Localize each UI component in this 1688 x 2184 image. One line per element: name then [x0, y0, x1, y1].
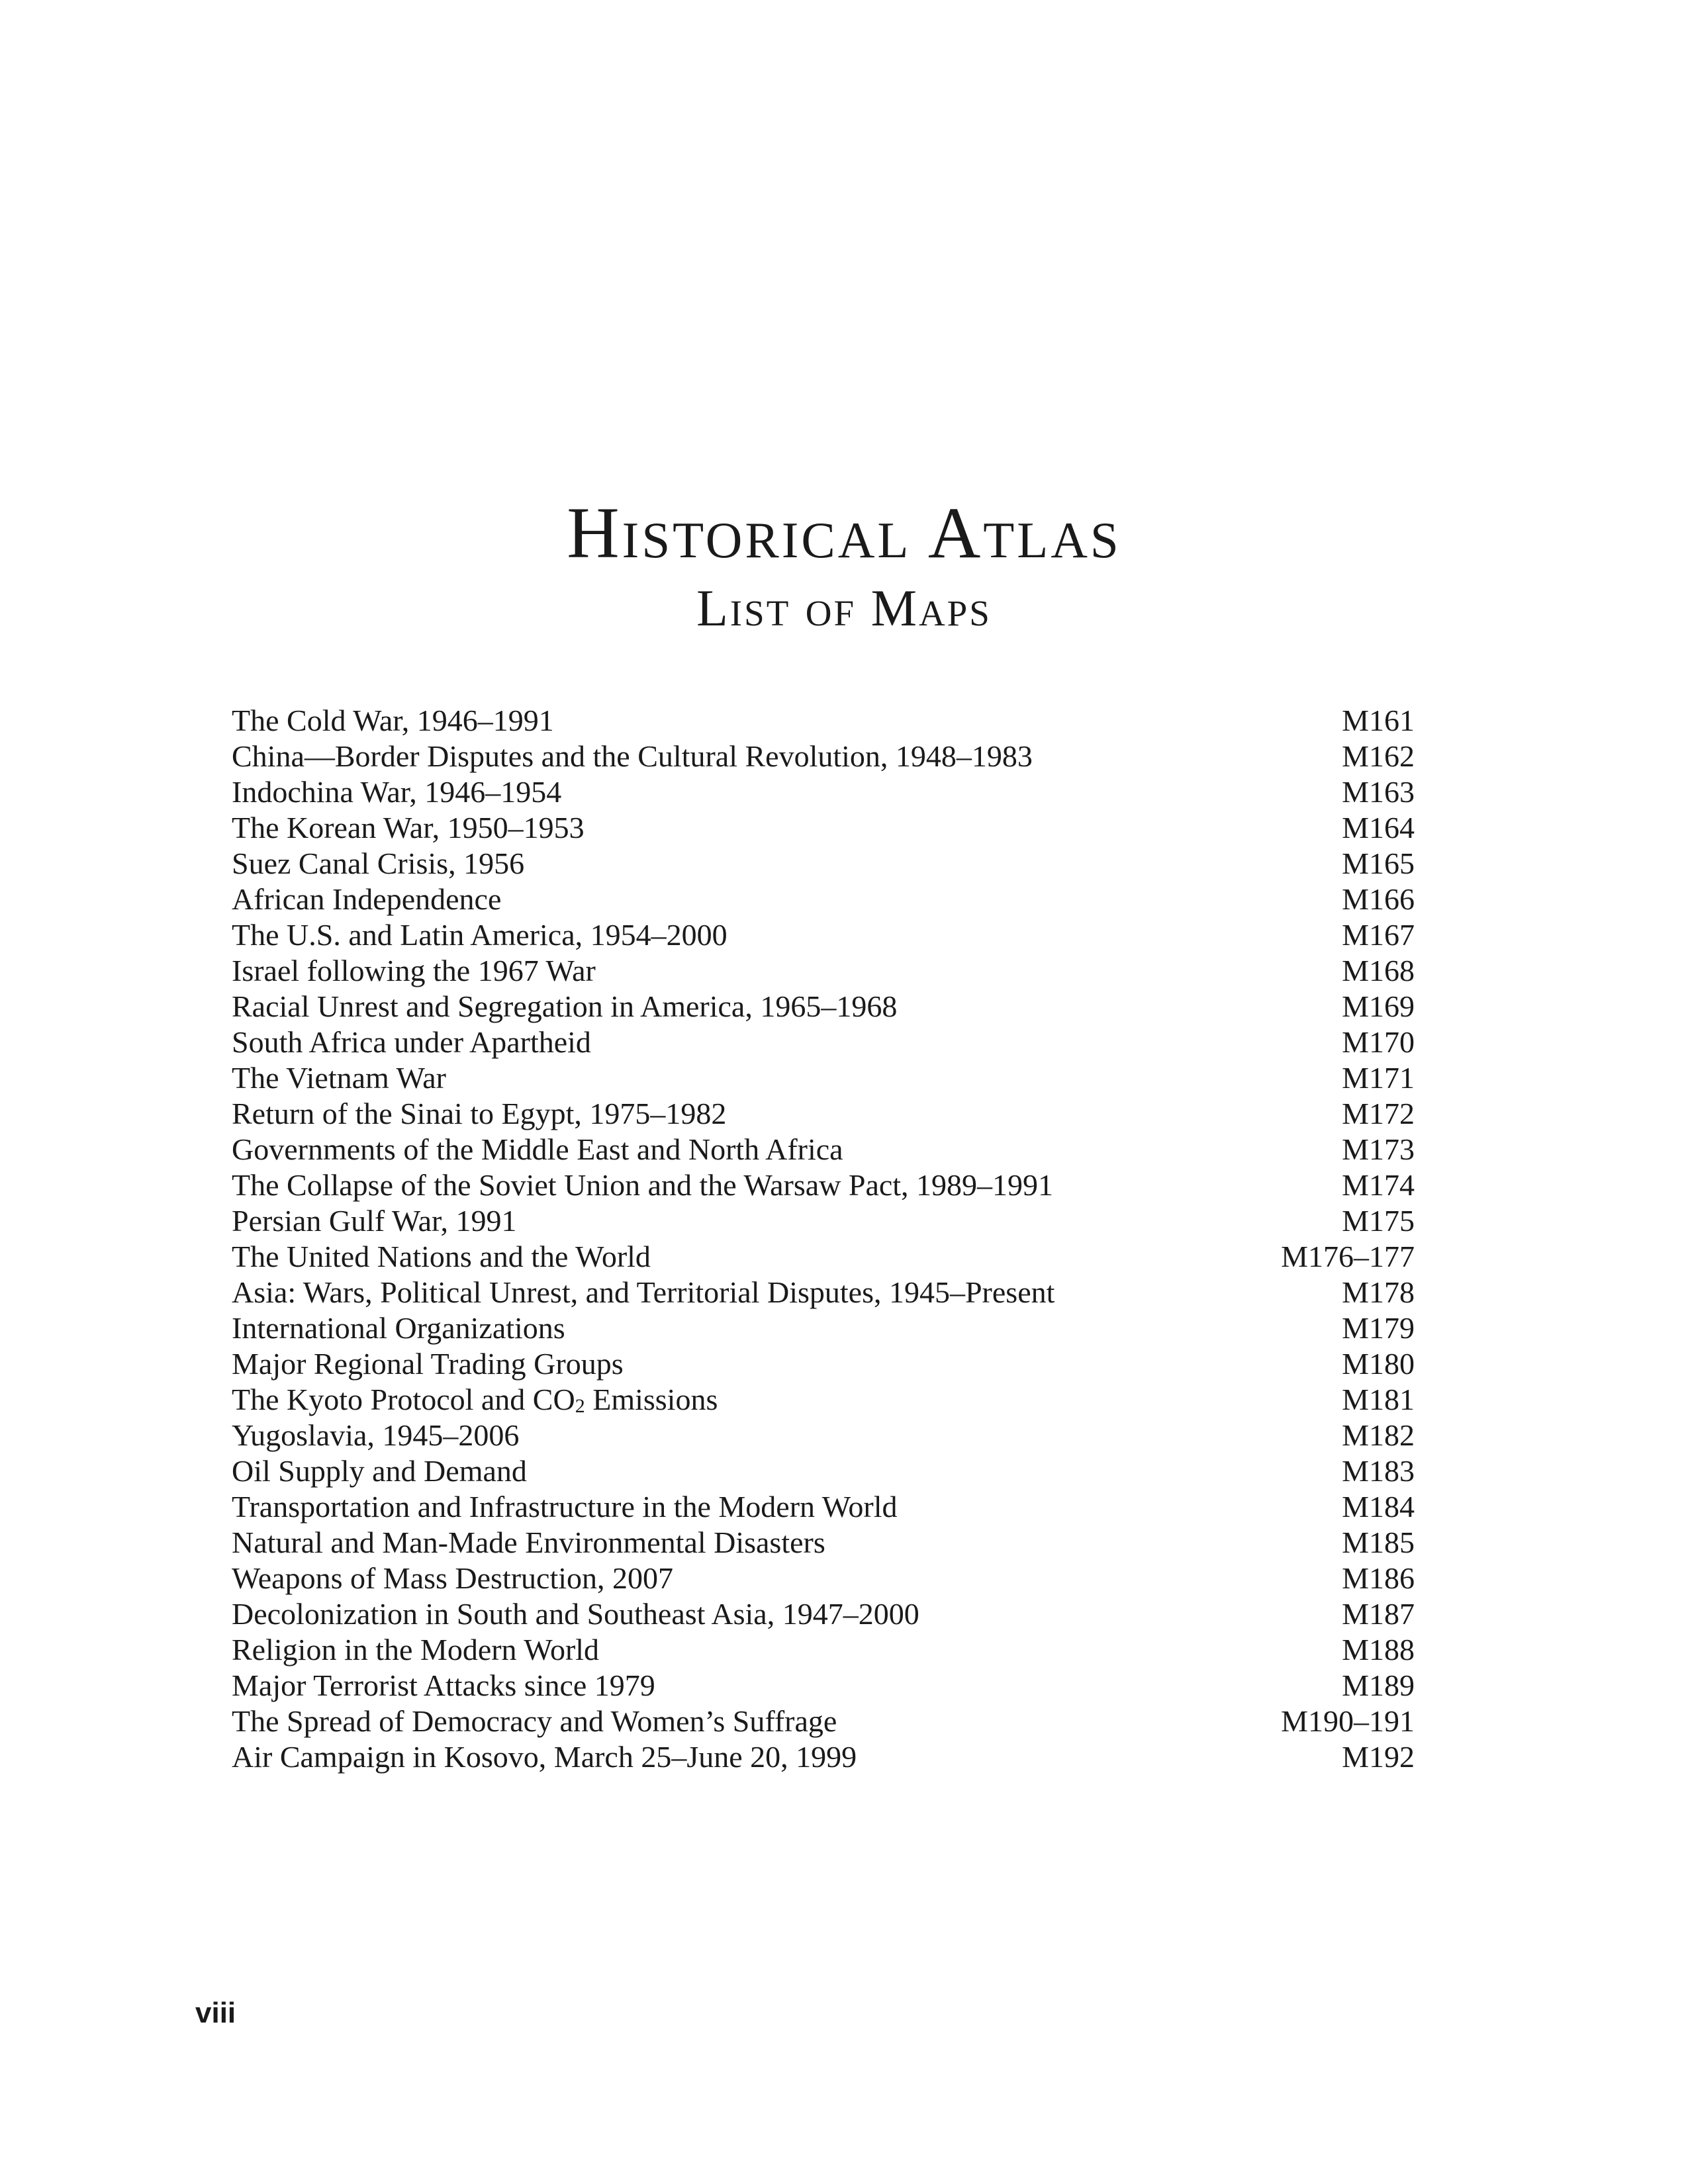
map-title: The United Nations and the World — [232, 1240, 651, 1273]
map-page: M171 — [1342, 1061, 1415, 1095]
map-entry — [232, 1239, 1415, 1275]
map-title: Indochina War, 1946–1954 — [232, 775, 562, 809]
map-title: Weapons of Mass Destruction, 2007 — [232, 1561, 674, 1595]
map-page: M186 — [1342, 1561, 1415, 1595]
map-entry — [232, 846, 1415, 882]
map-page: M169 — [1342, 989, 1415, 1023]
map-entry — [232, 774, 1415, 810]
map-title: Major Regional Trading Groups — [232, 1347, 624, 1381]
map-entry — [232, 1275, 1415, 1310]
map-page: M170 — [1342, 1025, 1415, 1059]
map-title: Governments of the Middle East and North Africa — [232, 1132, 843, 1166]
map-entry — [232, 1489, 1415, 1525]
map-entry — [232, 917, 1415, 953]
map-entry — [232, 1668, 1415, 1704]
map-title: The U.S. and Latin America, 1954–2000 — [232, 918, 727, 952]
map-entry — [232, 1739, 1415, 1775]
map-title: The Collapse of the Soviet Union and the Warsaw Pact, 1989–1991 — [232, 1168, 1054, 1202]
map-page: M182 — [1342, 1418, 1415, 1452]
map-page: M161 — [1342, 704, 1415, 737]
map-page: M179 — [1342, 1311, 1415, 1345]
map-title: Yugoslavia, 1945–2006 — [232, 1418, 520, 1452]
map-page: M174 — [1342, 1168, 1415, 1202]
map-title: Suez Canal Crisis, 1956 — [232, 846, 525, 880]
map-entry — [232, 810, 1415, 846]
map-title: The Korean War, 1950–1953 — [232, 811, 585, 844]
map-title: The Cold War, 1946–1991 — [232, 704, 554, 737]
map-page: M167 — [1342, 918, 1415, 952]
map-entry — [232, 1382, 1415, 1418]
map-title: Transportation and Infrastructure in the Modern World — [232, 1490, 898, 1524]
map-title: Persian Gulf War, 1991 — [232, 1204, 517, 1238]
map-page: M184 — [1342, 1490, 1415, 1524]
map-title: Israel following the 1967 War — [232, 954, 596, 987]
map-list — [232, 703, 1415, 1775]
map-title: The Spread of Democracy and Women’s Suffrage — [232, 1704, 837, 1738]
map-entry — [232, 1525, 1415, 1561]
map-title-text-end: Emissions — [585, 1383, 718, 1416]
map-entry — [232, 703, 1415, 739]
map-title: Religion in the Modern World — [232, 1633, 600, 1666]
map-page: M188 — [1342, 1633, 1415, 1666]
map-title: South Africa under Apartheid — [232, 1025, 591, 1059]
subscript-two: 2 — [575, 1395, 585, 1417]
map-title: Decolonization in South and Southeast Asia, 1947–2000 — [232, 1597, 919, 1631]
map-entry — [232, 1346, 1415, 1382]
map-page: M180 — [1342, 1347, 1415, 1381]
page-subtitle: List of Maps — [696, 579, 992, 637]
map-title: Air Campaign in Kosovo, March 25–June 20, 1999 — [232, 1740, 857, 1774]
map-title: Racial Unrest and Segregation in America, 1965–1968 — [232, 989, 898, 1023]
map-entry — [232, 1453, 1415, 1489]
map-page: M192 — [1342, 1740, 1415, 1774]
map-entry — [232, 953, 1415, 989]
map-page: M165 — [1342, 846, 1415, 880]
map-entry — [232, 882, 1415, 917]
map-entry — [232, 739, 1415, 774]
map-entry — [232, 1310, 1415, 1346]
map-page: M187 — [1342, 1597, 1415, 1631]
map-page: M173 — [1342, 1132, 1415, 1166]
map-title: Return of the Sinai to Egypt, 1975–1982 — [232, 1097, 727, 1130]
page-number: viii — [195, 1997, 236, 2029]
map-entry — [232, 1561, 1415, 1596]
map-page: M164 — [1342, 811, 1415, 844]
map-entry — [232, 1418, 1415, 1453]
map-page: M162 — [1342, 739, 1415, 773]
map-page: M181 — [1342, 1383, 1415, 1416]
map-page: M175 — [1342, 1204, 1415, 1238]
map-entry — [232, 1167, 1415, 1203]
map-page: M163 — [1342, 775, 1415, 809]
map-title-text: The Kyoto Protocol and CO — [232, 1383, 575, 1416]
map-page: M190–191 — [1281, 1704, 1415, 1738]
map-entry — [232, 1096, 1415, 1132]
map-page: M176–177 — [1281, 1240, 1415, 1273]
map-title: Major Terrorist Attacks since 1979 — [232, 1668, 655, 1702]
map-page: M189 — [1342, 1668, 1415, 1702]
map-page: M168 — [1342, 954, 1415, 987]
map-page: M178 — [1342, 1275, 1415, 1309]
map-entry — [232, 1132, 1415, 1167]
map-entry — [232, 1024, 1415, 1060]
map-title: China—Border Disputes and the Cultural Revolution, 1948–1983 — [232, 739, 1033, 773]
map-page: M166 — [1342, 882, 1415, 916]
map-entry — [232, 1596, 1415, 1632]
map-entry — [232, 1632, 1415, 1668]
map-entry — [232, 1203, 1415, 1239]
map-title: African Independence — [232, 882, 502, 916]
map-title — [232, 1382, 718, 1418]
map-entry — [232, 1060, 1415, 1096]
map-page: M185 — [1342, 1525, 1415, 1559]
map-title: International Organizations — [232, 1311, 565, 1345]
page-title: Historical Atlas — [567, 492, 1121, 573]
map-page: M172 — [1342, 1097, 1415, 1130]
map-title: Natural and Man-Made Environmental Disasters — [232, 1525, 825, 1559]
map-entry — [232, 1704, 1415, 1739]
map-page: M183 — [1342, 1454, 1415, 1488]
map-title: Asia: Wars, Political Unrest, and Territorial Disputes, 1945–Present — [232, 1275, 1055, 1309]
map-entry — [232, 989, 1415, 1024]
map-title: Oil Supply and Demand — [232, 1454, 527, 1488]
map-title: The Vietnam War — [232, 1061, 446, 1095]
